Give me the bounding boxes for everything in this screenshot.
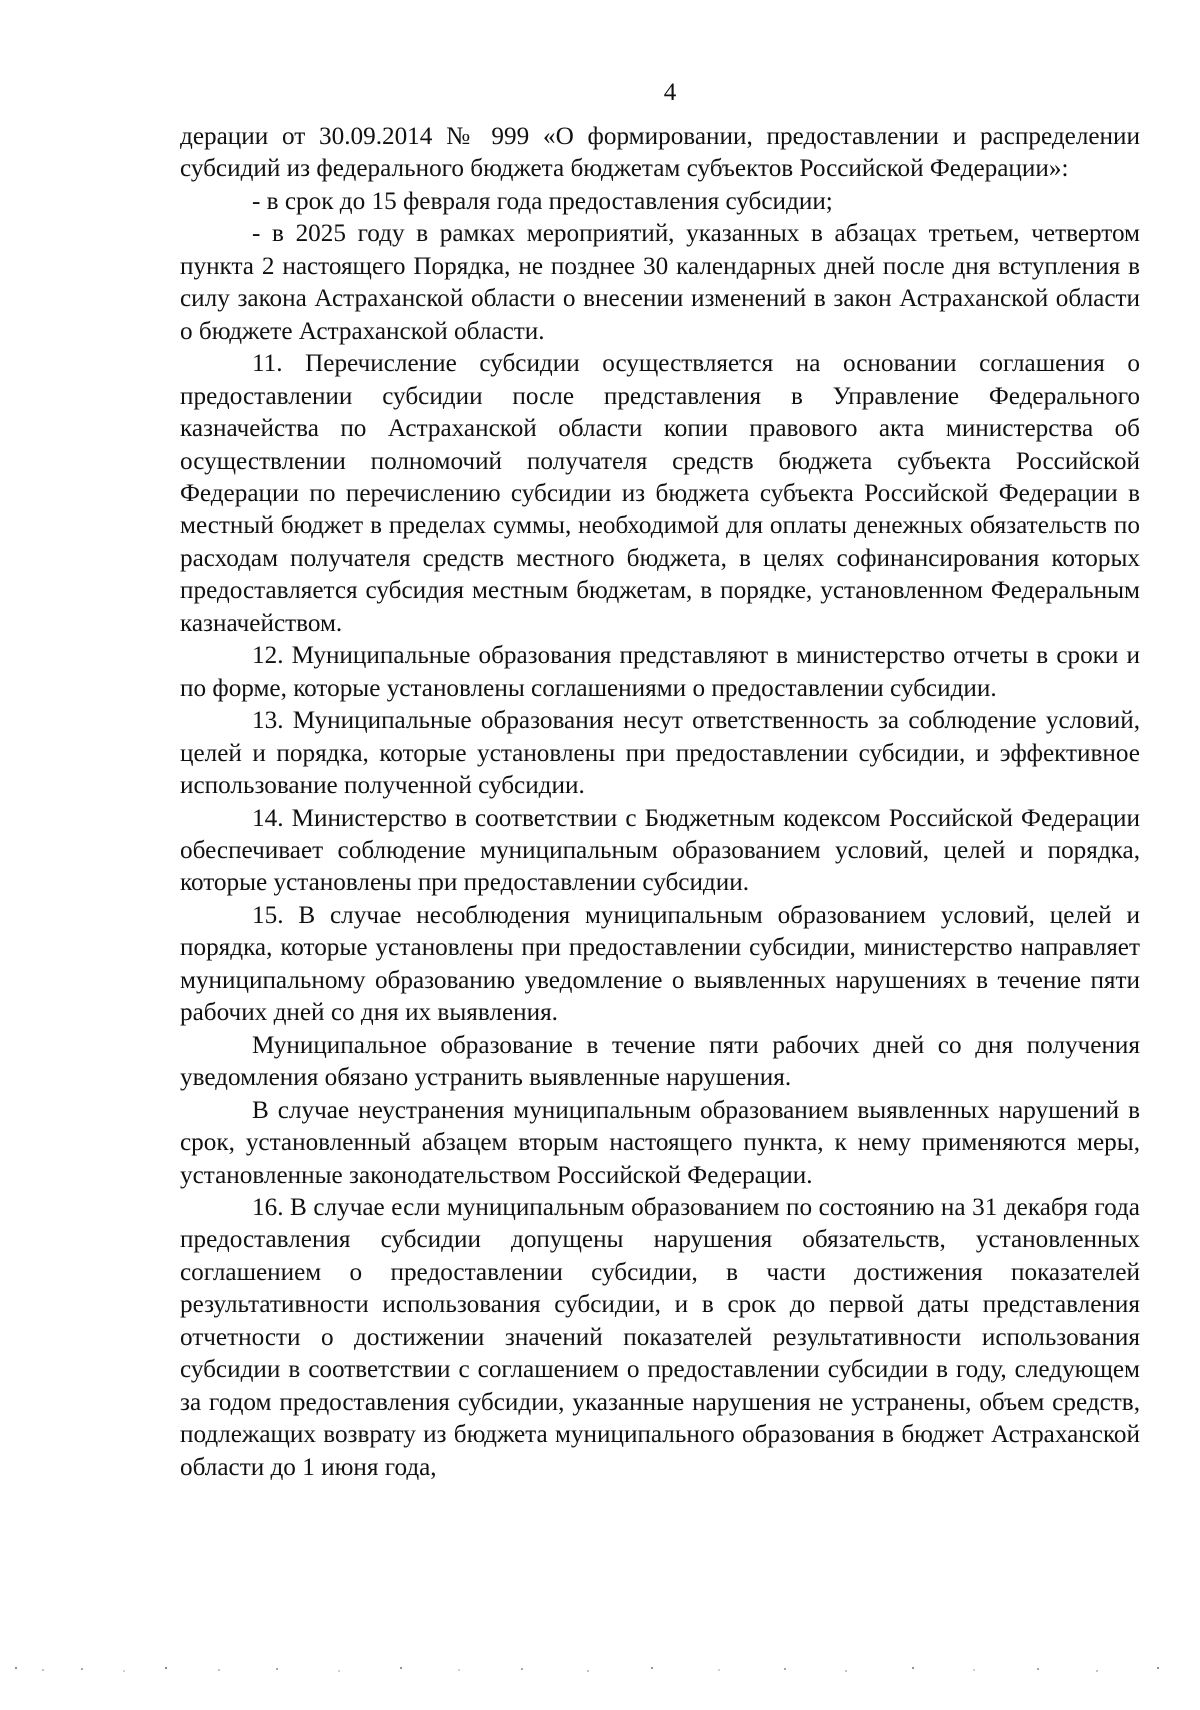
paragraph-item-16: 16. В случае если муниципальным образованием по состоянию на 31 декабря года предоставления субсидии допущены нарушения обязательств, установленных соглашением о предоставлении субсидии, в части достижения показателей результативности использования субсидии, и в срок до первой даты представления отчетности о достижении значений показателей результативности использования субсидии в соответствии с соглашением о предоставлении субсидии в году, следующем за годом предоставления субсидии, указанные нарушения не устранены, объем средств, подлежащих возврату из бюджета муниципального образования в бюджет Астраханской области до 1 июня года, — [180, 1193, 1140, 1481]
paragraph-item-14: 14. Министерство в соответствии с Бюджетным кодексом Российской Федерации обеспечивает соблюдение муниципальным образованием условий, целей и порядка, которые установлены при предоставлении субсидии. — [180, 804, 1140, 897]
paragraph-deadline-item-1: - в срок до 15 февраля года предоставления субсидии; — [252, 187, 833, 215]
paragraph-deadline-item-2: - в 2025 году в рамках мероприятий, указанных в абзацах третьем, четвертом пункта 2 настоящего Порядка, не позднее 30 календарных дней после дня вступления в силу закона Астраханской области о внесении изменений в закон Астраханской области о бюджете Астраханской области. — [180, 220, 1140, 345]
paragraph-item-15-part-3: В случае неустранения муниципальным образованием выявленных нарушений в срок, установленный абзацем вторым настоящего пункта, к нему применяются меры, установленные законодательством Российской Федерации. — [180, 1096, 1140, 1189]
paragraph-item-13: 13. Муниципальные образования несут ответственность за соблюдение условий, целей и порядка, которые установлены при предоставлении субсидии, и эффективное использование полученной субсидии. — [180, 707, 1140, 800]
paragraph-item-12: 12. Муниципальные образования представляют в министерство отчеты в сроки и по форме, которые установлены соглашениями о предоставлении субсидии. — [180, 642, 1140, 702]
page-number: 4 — [663, 79, 677, 106]
scan-noise-dots — [0, 1650, 1200, 1690]
paragraph-item-11: 11. Перечисление субсидии осуществляется на основании соглашения о предоставлении субсидии после представления в Управление Федерального казначейства по Астраханской области копии правового акта министерства об осуществлении полномочий получателя средств бюджета субъекта Российской Федерации по перечислению субсидии из бюджета субъекта Российской Федерации в местный бюджет в пределах суммы, необходимой для оплаты денежных обязательств по расходам получателя средств местного бюджета, в целях софинансирования которых предоставляется субсидия местным бюджетам, в порядке, установленном Федеральным казначейством. — [180, 350, 1140, 637]
document-body — [180, 121, 1140, 1484]
paragraph-item-15-part-2: Муниципальное образование в течение пяти рабочих дней со дня получения уведомления обязано устранить выявленные нарушения. — [180, 1031, 1140, 1092]
paragraph-item-15: 15. В случае несоблюдения муниципальным образованием условий, целей и порядка, которые установлены при предоставлении субсидии, министерство направляет муниципальному образованию уведомление о выявленных нарушениях в течение пяти рабочих дней со дня их выявления. — [180, 901, 1140, 1027]
paragraph-continuation: дерации от 30.09.2014 № 999 «О формировании, предоставлении и распределении субсидий из федерального бюджета бюджетам субъектов Российской Федерации»: — [180, 123, 1140, 183]
